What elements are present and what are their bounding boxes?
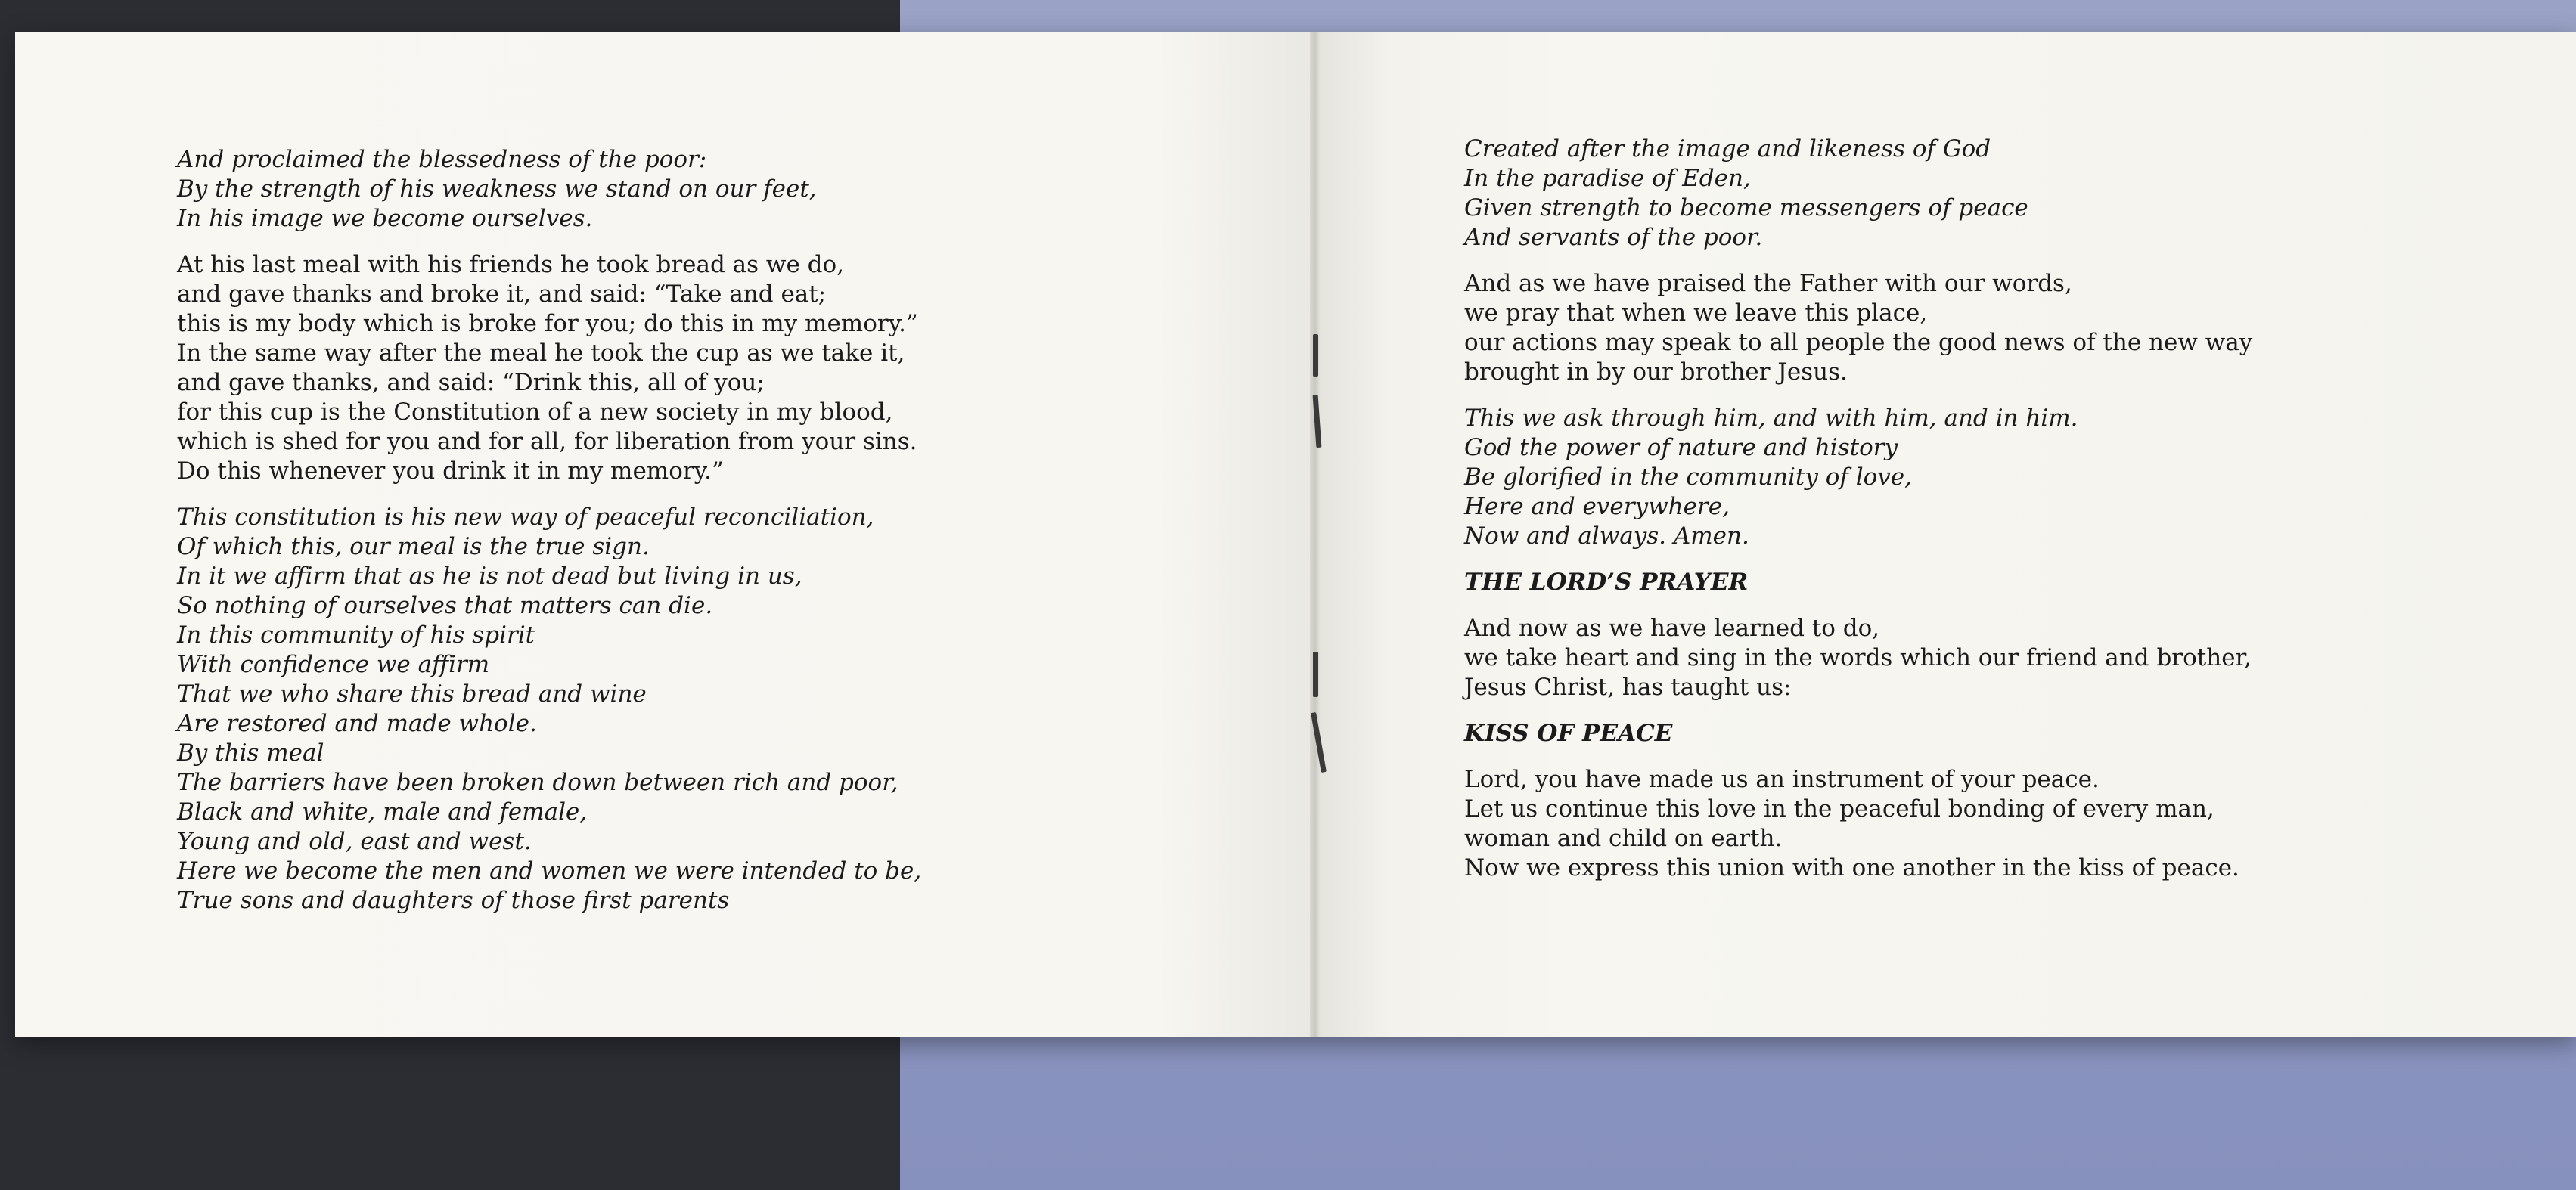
text-line: Of which this, our meal is the true sign. (177, 533, 650, 560)
text-line: and gave thanks and broke it, and said: “Take and eat; (177, 280, 827, 308)
text-line: Be glorified in the community of love, (1464, 463, 1912, 491)
text-line: By this meal (177, 739, 324, 767)
heading-text: THE LORD’S PRAYER (1464, 569, 1749, 596)
text-line: By the strength of his weakness we stand on our feet, (177, 175, 817, 203)
text-line: And proclaimed the blessedness of the poor: (177, 146, 707, 173)
text-line: Are restored and made whole. (177, 710, 537, 737)
right-page-text (1464, 135, 2523, 883)
text-line: And now as we have learned to do, (1464, 615, 1880, 642)
left-page (15, 32, 1314, 1037)
paragraph-gap (1464, 387, 2523, 404)
text-line: for this cup is the Constitution of a new society in my blood, (177, 398, 893, 426)
text-line: we take heart and sing in the words which our friend and brother, (1464, 644, 2252, 671)
text-stanza (1464, 765, 2523, 883)
text-line: which is shed for you and for all, for liberation from your sins. (177, 428, 917, 455)
text-line: In his image we become ourselves. (177, 205, 593, 232)
text-line: our actions may speak to all people the good news of the new way (1464, 329, 2253, 356)
text-stanza (177, 250, 1236, 486)
text-line: and gave thanks, and said: “Drink this, all of you; (177, 369, 765, 396)
text-line: Now we express this union with one another in the kiss of peace. (1464, 854, 2239, 882)
text-stanza (1464, 404, 2523, 551)
text-line: Young and old, east and west. (177, 828, 532, 855)
staple-lower (1313, 652, 1318, 697)
open-booklet (15, 32, 2576, 1037)
paragraph-gap (1464, 748, 2523, 765)
text-line: In it we affirm that as he is not dead but living in us, (177, 562, 802, 590)
text-line: This constitution is his new way of peaceful reconciliation, (177, 504, 874, 531)
text-line: True sons and daughters of those first parents (177, 887, 730, 914)
text-line: this is my body which is broke for you; do this in my memory.” (177, 310, 918, 337)
text-line: In the paradise of Eden, (1464, 165, 1751, 192)
text-line: we pray that when we leave this place, (1464, 299, 1928, 327)
text-stanza (177, 503, 1236, 916)
text-line: At his last meal with his friends he took bread as we do, (177, 251, 845, 278)
text-line: brought in by our brother Jesus. (1464, 358, 1848, 386)
paragraph-gap (1464, 551, 2523, 568)
paragraph-gap (1464, 597, 2523, 614)
text-stanza (1464, 269, 2523, 387)
paragraph-gap (177, 234, 1236, 250)
left-page-text (177, 145, 1236, 916)
section-heading (1464, 719, 2523, 748)
text-line: Created after the image and likeness of God (1464, 135, 1991, 163)
text-line: Here and everywhere, (1464, 493, 1730, 520)
text-line: Now and always. Amen. (1464, 522, 1749, 550)
text-line: And as we have praised the Father with our words, (1464, 270, 2072, 297)
text-line: The barriers have been broken down between rich and poor, (177, 769, 898, 796)
text-line: Black and white, male and female, (177, 798, 588, 826)
text-stanza (177, 145, 1236, 234)
section-heading (1464, 568, 2523, 597)
paragraph-gap (1464, 253, 2523, 269)
text-line: Jesus Christ, has taught us: (1464, 674, 1792, 701)
text-stanza (1464, 135, 2523, 253)
text-line: This we ask through him, and with him, and in him. (1464, 404, 2078, 432)
text-stanza (1464, 614, 2523, 702)
text-line: Here we become the men and women we were intended to be, (177, 857, 922, 885)
heading-text: KISS OF PEACE (1464, 720, 1673, 747)
paragraph-gap (177, 486, 1236, 503)
text-line: Lord, you have made us an instrument of your peace. (1464, 766, 2100, 793)
text-line: Do this whenever you drink it in my memory.” (177, 457, 724, 485)
text-line: And servants of the poor. (1464, 224, 1763, 251)
text-line: Given strength to become messengers of peace (1464, 194, 2028, 222)
text-line: That we who share this bread and wine (177, 680, 647, 708)
text-line: God the power of nature and history (1464, 434, 1898, 461)
staple-top (1313, 334, 1318, 377)
paragraph-gap (1464, 702, 2523, 719)
text-line: In the same way after the meal he took the cup as we take it, (177, 339, 905, 367)
right-page (1314, 32, 2576, 1037)
text-line: In this community of his spirit (177, 621, 535, 649)
text-line: woman and child on earth. (1464, 825, 1783, 852)
booklet-spine (1310, 32, 1321, 1037)
text-line: So nothing of ourselves that matters can die. (177, 592, 713, 619)
text-line: With confidence we affirm (177, 651, 490, 678)
text-line: Let us continue this love in the peaceful bonding of every man, (1464, 795, 2214, 823)
